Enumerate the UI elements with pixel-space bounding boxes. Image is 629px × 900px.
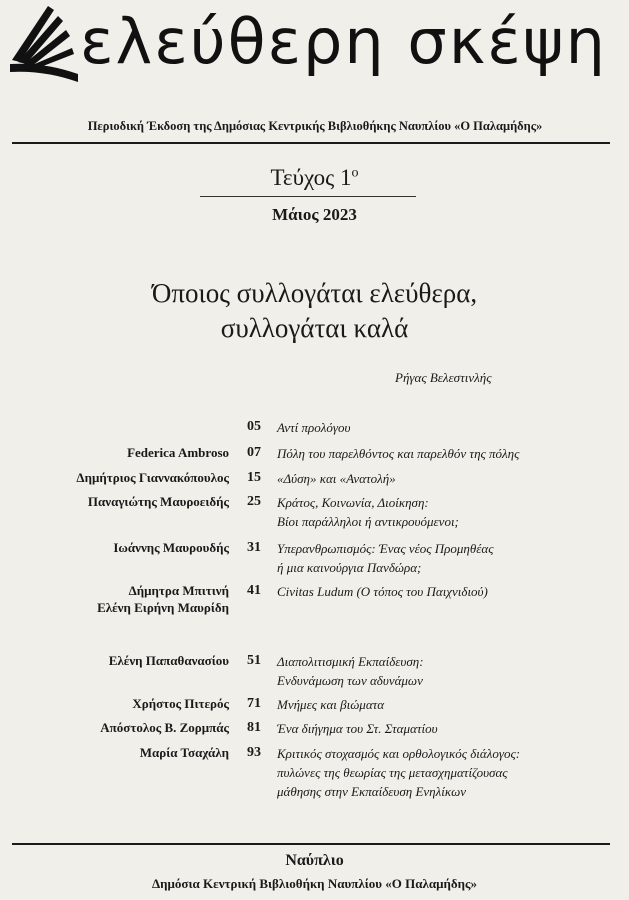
toc-article-title: «Δύση» και «Ανατολή» [277, 471, 396, 486]
toc-author: Ιωάννης Μαυρουδής [113, 540, 229, 555]
toc-page-number: 71 [247, 696, 261, 711]
magazine-subtitle: Περιοδική Έκδοση της Δημόσιας Κεντρικής Βιβλιοθήκης Ναυπλίου «Ο Παλαμήδης» [87, 119, 543, 133]
toc-article-title: Υπερανθρωπισμός: Ένας νέος Προμηθέας ή μια καινούργια Πανδώρα; [277, 541, 494, 575]
toc-page-number: 41 [247, 583, 261, 598]
issue-date: Μάιος 2023 [272, 205, 357, 224]
toc-author: Δήμητρα Μπιτινή Ελένη Ειρήνη Μαυρίδη [97, 583, 229, 615]
toc-author: Μαρία Τσαχάλη [139, 745, 229, 760]
toc-article-title: Μνήμες και βιώματα [277, 697, 385, 712]
toc-page-number: 31 [247, 540, 261, 555]
publication-city: Ναύπλιο [285, 852, 344, 869]
toc-author: Απόστολος Β. Ζορμπάς [100, 720, 229, 735]
toc-author: Δημήτριος Γιαννακόπουλος [76, 470, 229, 485]
toc-article-title: Πόλη του παρελθόντος και παρελθόν της πόλης [277, 446, 520, 461]
toc-article-title: Ένα διήγημα του Στ. Σταματίου [277, 721, 438, 736]
epigraph-line-1: Όποιος συλλογάται ελεύθερα, [151, 278, 478, 308]
issue-ordinal: ο [351, 165, 359, 181]
toc-page-number: 05 [247, 419, 261, 434]
top-divider [12, 142, 610, 144]
toc-article-title: Αντί προλόγου [277, 420, 351, 435]
toc-page-number: 15 [247, 470, 261, 485]
issue-label: Τεύχος 1 [270, 165, 352, 190]
epigraph-line-2: συλλογάται καλά [220, 313, 409, 343]
issue-divider [200, 196, 416, 197]
issue-number [0, 165, 629, 191]
toc-article-title: Κριτικός στοχασμός και ορθολογικός διάλογος: πυλώνες της θεωρίας της μετασχηματίζουσας μάθησης στην Εκπαίδευση Ενηλίκων [277, 746, 521, 799]
toc-article-title: Διαπολιτισμική Εκπαίδευση: Ενδυνάμωση των αδυνάμων [277, 654, 424, 688]
toc-author: Παναγιώτης Μαυροειδής [87, 494, 229, 509]
open-book-icon [8, 2, 80, 86]
publisher-name: Δημόσια Κεντρική Βιβλιοθήκη Ναυπλίου «Ο Παλαμήδης» [152, 876, 477, 891]
toc-article-title: Civitas Ludum (Ο τόπος του Παιχνιδιού) [277, 584, 488, 599]
toc-article-title: Κράτος, Κοινωνία, Διοίκηση: Βίοι παράλληλοι ή αντικρουόμενοι; [277, 495, 459, 529]
toc-page-number: 07 [247, 445, 261, 460]
toc-author: Federica Ambroso [127, 445, 229, 460]
toc-page-number: 93 [247, 745, 261, 760]
toc-page-number: 25 [247, 494, 261, 509]
toc-author: Ελένη Παπαθανασίου [108, 653, 229, 668]
toc-page-number: 81 [247, 720, 261, 735]
bottom-divider [12, 843, 610, 845]
toc-page-number: 51 [247, 653, 261, 668]
epigraph-author: Ρήγας Βελεστινλής [395, 370, 492, 385]
epigraph [0, 276, 629, 346]
magazine-title: ελεύθερη σκέψη [80, 5, 607, 78]
toc-author: Χρήστος Πιτερός [132, 696, 229, 711]
